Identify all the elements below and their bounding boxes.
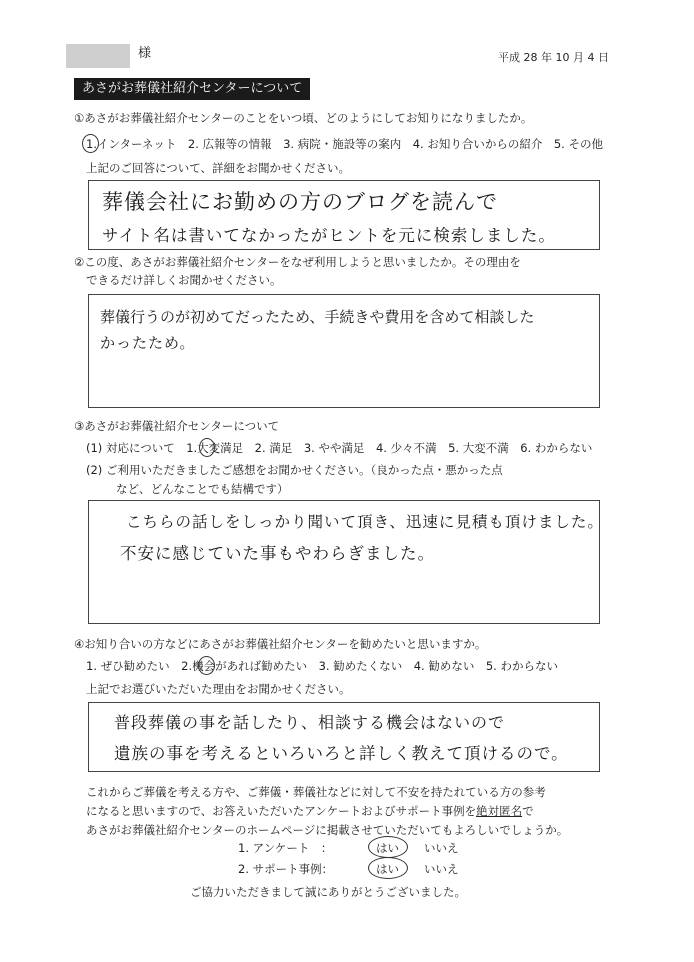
q2-answer-line1: 葬儀行うのが初めてだったため、手続きや費用を含めて相談した bbox=[100, 308, 535, 326]
consent-survey-label: 1. アンケート ： bbox=[238, 841, 333, 855]
closing-line2-pre: になると思いますので、お答えいただいたアンケートおよびサポート事例を bbox=[86, 804, 477, 818]
q1-answer-line1: 葬儀会社にお勤めの方のブログを読んで bbox=[102, 190, 498, 214]
closing-line3: あさがお葬儀社紹介センターのホームページに掲載させていただいてもよろしいでしょうか。 bbox=[86, 823, 569, 837]
q4-answer-line1: 普段葬儀の事を話したり、相談する機会はないので bbox=[114, 713, 506, 732]
q1-question: ①あさがお葬儀社紹介センターのことをいつ頃、どのようにしてお知りになりましたか。 bbox=[74, 111, 533, 125]
closing-line2-underlined: 絶対匿名 bbox=[476, 804, 523, 818]
q1-answer-circle bbox=[82, 134, 99, 153]
consent-survey-no: いいえ bbox=[424, 841, 459, 855]
closing-line1: これからご葬儀を考える方や、ご葬儀・葬儀社などに対して不安を持たれている方の参考 bbox=[86, 785, 546, 799]
consent-case-no: いいえ bbox=[424, 862, 459, 876]
recipient-honorific: 様 bbox=[138, 46, 152, 61]
q3-answer-line2: 不安に感じていた事もやわらぎました。 bbox=[120, 544, 435, 563]
consent-case-yes: はい bbox=[376, 862, 399, 876]
q3-answer-circle bbox=[199, 438, 215, 457]
q3-sub2-line1: (2) ご利用いただきましたご感想をお聞かせください。（良かった点・悪かった点 bbox=[86, 463, 503, 477]
q4-answer-line2: 遺族の事を考えるといろいろと詳しく教えて頂けるので。 bbox=[114, 744, 569, 763]
q3-title: ③あさがお葬儀社紹介センターについて bbox=[74, 419, 280, 433]
q2-answer-line2: かったため。 bbox=[100, 334, 196, 352]
closing-thanks: ご協力いただきまして誠にありがとうございました。 bbox=[190, 885, 466, 899]
q3-sub1: (1) 対応について 1.大変満足 2. 満足 3. やや満足 4. 少々不満 5. 大変不満 6. わからない bbox=[86, 441, 593, 455]
form-date: 平成 28 年 10 月 4 日 bbox=[498, 51, 609, 64]
q4-detail-prompt: 上記でお選びいただいた理由をお聞かせください。 bbox=[86, 682, 351, 696]
section-header: あさがお葬儀社紹介センターについて bbox=[74, 78, 310, 100]
consent-survey-yes-circle bbox=[368, 836, 408, 858]
closing-line2 bbox=[86, 803, 534, 819]
q2-question-line1: ②この度、あさがお葬儀社紹介センターをなぜ利用しようと思いましたか。その理由を bbox=[74, 255, 521, 269]
q4-question: ④お知り合いの方などにあさがお葬儀社紹介センターを勧めたいと思いますか。 bbox=[74, 637, 487, 651]
consent-survey-yes: はい bbox=[376, 841, 399, 855]
q4-options: 1. ぜひ勧めたい 2.機会があれば勧めたい 3. 勧めたくない 4. 勧めない 5. わからない bbox=[86, 659, 558, 673]
redacted-name bbox=[66, 44, 130, 68]
consent-case-label: 2. サポート事例： bbox=[238, 862, 334, 876]
q4-answer-circle bbox=[198, 656, 215, 675]
q1-detail-prompt: 上記のご回答について、詳細をお聞かせください。 bbox=[86, 161, 351, 175]
q3-answer-line1: こちらの話しをしっかり聞いて頂き、迅速に見積も頂けました。 bbox=[126, 513, 604, 531]
q1-options: 1.インターネット 2. 広報等の情報 3. 病院・施設等の案内 4. お知り合いからの紹介 5. その他 bbox=[86, 137, 603, 151]
q2-question-line2: できるだけ詳しくお聞かせください。 bbox=[86, 273, 282, 287]
q1-answer-line2: サイト名は書いてなかったがヒントを元に検索しました。 bbox=[102, 226, 556, 245]
q3-sub2-line2: など、どんなことでも結構です） bbox=[116, 482, 289, 496]
closing-line2-post: で bbox=[522, 804, 534, 818]
consent-case-yes-circle bbox=[368, 857, 408, 879]
